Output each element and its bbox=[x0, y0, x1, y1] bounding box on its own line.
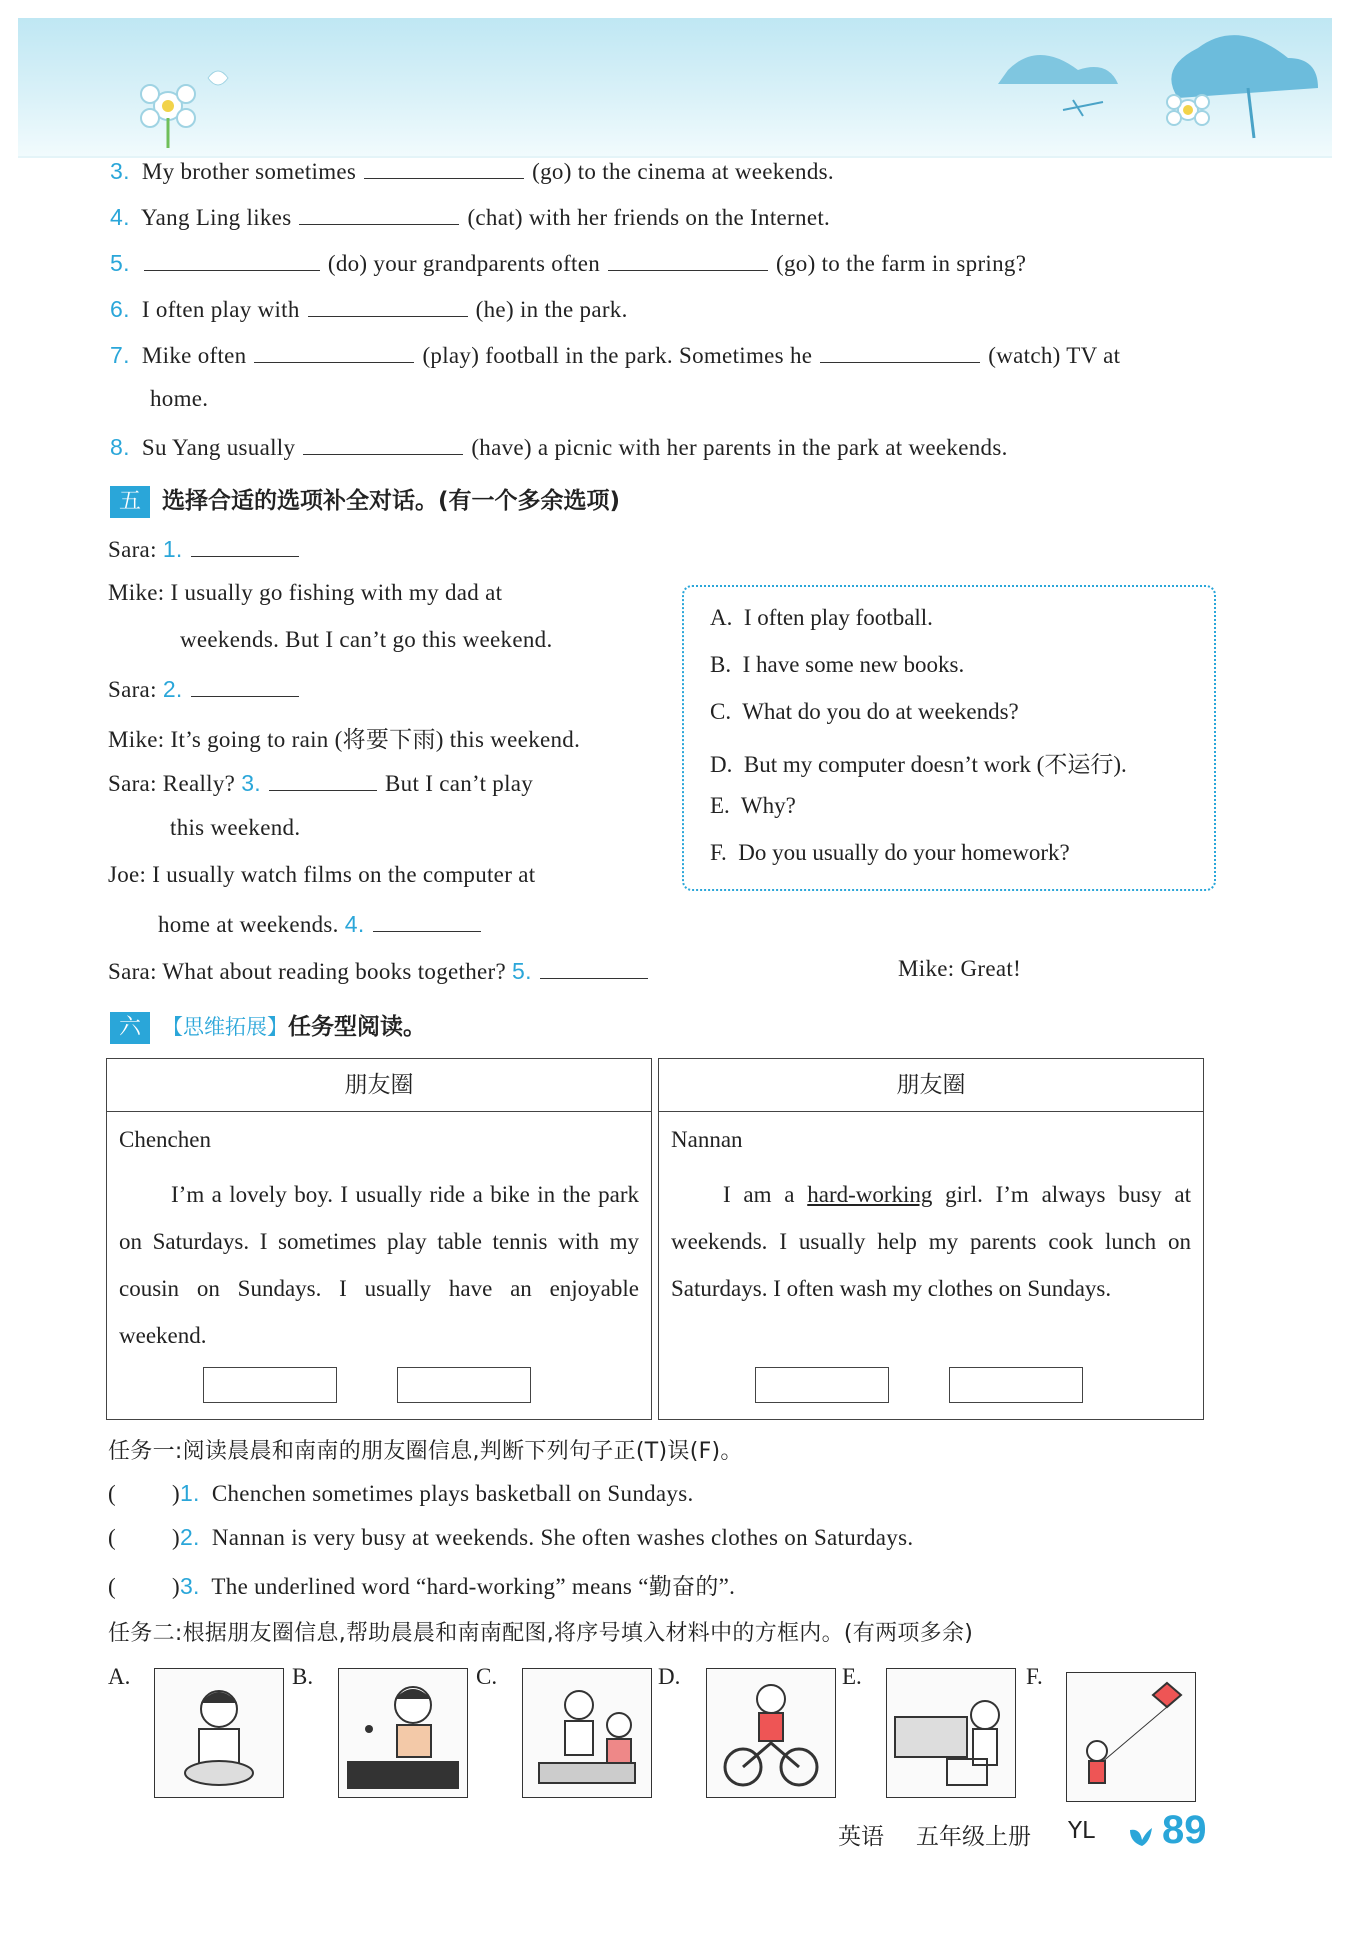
answer-blank[interactable] bbox=[540, 956, 648, 979]
option-d: D. But my computer doesn’t work (不运行). bbox=[710, 752, 1127, 777]
dialogue-line-5: Mike: It’s going to rain (将要下雨) this weekend. bbox=[108, 727, 581, 752]
ex4-item-7-cont: home. bbox=[150, 386, 209, 411]
section-badge: 五 bbox=[110, 486, 150, 518]
option-a: A. I often play football. bbox=[710, 605, 933, 630]
option-b: B. I have some new books. bbox=[710, 652, 965, 677]
picture-girl-cooking bbox=[154, 1668, 284, 1798]
dialogue-line-7: this weekend. bbox=[170, 815, 301, 840]
task1-instruction: 任务一:阅读晨晨和南南的朋友圈信息,判断下列句子正(T)误(F)。 bbox=[108, 1439, 743, 1464]
options-box bbox=[682, 585, 1216, 891]
tf-item-3: ( )3. The underlined word “hard-working” means “勤奋的”. bbox=[108, 1573, 736, 1599]
pic-label-b: B. bbox=[292, 1664, 314, 1689]
picture-answer-box[interactable] bbox=[203, 1367, 337, 1403]
footer-subject: 英语 bbox=[838, 1824, 884, 1850]
ex4-item-8: 8. Su Yang usually (have) a picnic with her parents in the park at weekends. bbox=[110, 434, 1008, 460]
answer-blank[interactable] bbox=[364, 156, 524, 179]
leaf-icon bbox=[1128, 1826, 1152, 1853]
pic-label-f: F. bbox=[1026, 1664, 1043, 1689]
card-text: I’m a lovely boy. I usually ride a bike in the park on Saturdays. I sometimes play table tennis with my cousin on Sundays. I usually have an enjoyable weekend. bbox=[119, 1182, 639, 1348]
dialogue-line-6: Sara: Really? 3. But I can’t play bbox=[108, 770, 534, 796]
underlined-word: hard-working bbox=[807, 1182, 933, 1207]
dialogue-line-9: home at weekends. 4. bbox=[158, 909, 489, 938]
dialogue-line-10: Sara: What about reading books together? 5. bbox=[108, 956, 656, 985]
dialogue-line-4: Sara: 2. bbox=[108, 674, 307, 703]
picture-answer-box[interactable] bbox=[397, 1367, 531, 1403]
picture-answer-box[interactable] bbox=[949, 1367, 1083, 1403]
answer-blank[interactable] bbox=[820, 340, 980, 363]
option-c: C. What do you do at weekends? bbox=[710, 699, 1019, 724]
moments-card-chenchen bbox=[106, 1058, 652, 1420]
moments-card-nannan bbox=[658, 1058, 1204, 1420]
ex4-item-3: 3. My brother sometimes (go) to the cinema at weekends. bbox=[110, 158, 834, 184]
answer-blank[interactable] bbox=[608, 248, 768, 271]
section6-heading: 六 【思维拓展】任务型阅读。 bbox=[110, 1008, 426, 1044]
tf-item-2: ( )2. Nannan is very busy at weekends. She often washes clothes on Saturdays. bbox=[108, 1524, 914, 1550]
pic-label-e: E. bbox=[842, 1664, 862, 1689]
tf-item-1: ( )1. Chenchen sometimes plays basketball on Sundays. bbox=[108, 1480, 694, 1506]
card-name: Nannan bbox=[671, 1127, 743, 1152]
answer-blank[interactable] bbox=[373, 909, 481, 932]
answer-blank[interactable] bbox=[303, 432, 463, 455]
picture-boy-table-tennis bbox=[338, 1668, 468, 1798]
dialogue-line-8: Joe: I usually watch films on the computer at bbox=[108, 862, 536, 887]
answer-blank[interactable] bbox=[191, 674, 299, 697]
card-text: I am a hard-working girl. I’m always busy at weekends. I usually help my parents cook lunch on Saturdays. I often wash my clothes on Sundays. bbox=[671, 1182, 1191, 1301]
dialogue-line-10b: Mike: Great! bbox=[898, 956, 1022, 981]
footer-edition: YL bbox=[1068, 1818, 1095, 1844]
option-f: F. Do you usually do your homework? bbox=[710, 840, 1070, 865]
answer-blank[interactable] bbox=[191, 534, 299, 557]
task2-instruction: 任务二:根据朋友圈信息,帮助晨晨和南南配图,将序号填入材料中的方框内。(有两项多余) bbox=[108, 1621, 974, 1646]
footer-grade: 五年级上册 bbox=[916, 1824, 1031, 1850]
page-number: 89 bbox=[1162, 1808, 1207, 1852]
picture-girl-shopping bbox=[886, 1668, 1016, 1798]
ex4-item-7: 7. Mike often (play) football in the park. Sometimes he (watch) TV at bbox=[110, 342, 1121, 368]
dialogue-line-3: weekends. But I can’t go this weekend. bbox=[180, 627, 553, 652]
answer-blank[interactable] bbox=[144, 248, 320, 271]
picture-family-cooking bbox=[522, 1668, 652, 1798]
dialogue-line-2: Mike: I usually go fishing with my dad at bbox=[108, 580, 503, 605]
picture-answer-box[interactable] bbox=[755, 1367, 889, 1403]
pic-label-a: A. bbox=[108, 1664, 131, 1689]
section5-heading: 五 选择合适的选项补全对话。(有一个多余选项) bbox=[110, 482, 620, 518]
pic-label-d: D. bbox=[658, 1664, 681, 1689]
ex4-item-6: 6. I often play with (he) in the park. bbox=[110, 296, 628, 322]
card-name: Chenchen bbox=[119, 1127, 211, 1152]
banner-decoration-icon bbox=[18, 18, 1332, 156]
answer-blank[interactable] bbox=[269, 768, 377, 791]
card-header: 朋友圈 bbox=[107, 1059, 651, 1112]
picture-boy-riding-bike bbox=[706, 1668, 836, 1798]
picture-boy-flying-kite bbox=[1066, 1672, 1196, 1802]
section-badge: 六 bbox=[110, 1012, 150, 1044]
dialogue-line-1: Sara: 1. bbox=[108, 534, 307, 563]
answer-blank[interactable] bbox=[254, 340, 414, 363]
card-header: 朋友圈 bbox=[659, 1059, 1203, 1112]
ex4-item-4: 4. Yang Ling likes (chat) with her friends on the Internet. bbox=[110, 204, 831, 230]
ex4-item-5: 5. (do) your grandparents often (go) to the farm in spring? bbox=[110, 250, 1027, 276]
header-banner bbox=[18, 18, 1332, 158]
option-e: E. Why? bbox=[710, 793, 796, 818]
answer-blank[interactable] bbox=[308, 294, 468, 317]
pic-label-c: C. bbox=[476, 1664, 498, 1689]
answer-blank[interactable] bbox=[299, 202, 459, 225]
